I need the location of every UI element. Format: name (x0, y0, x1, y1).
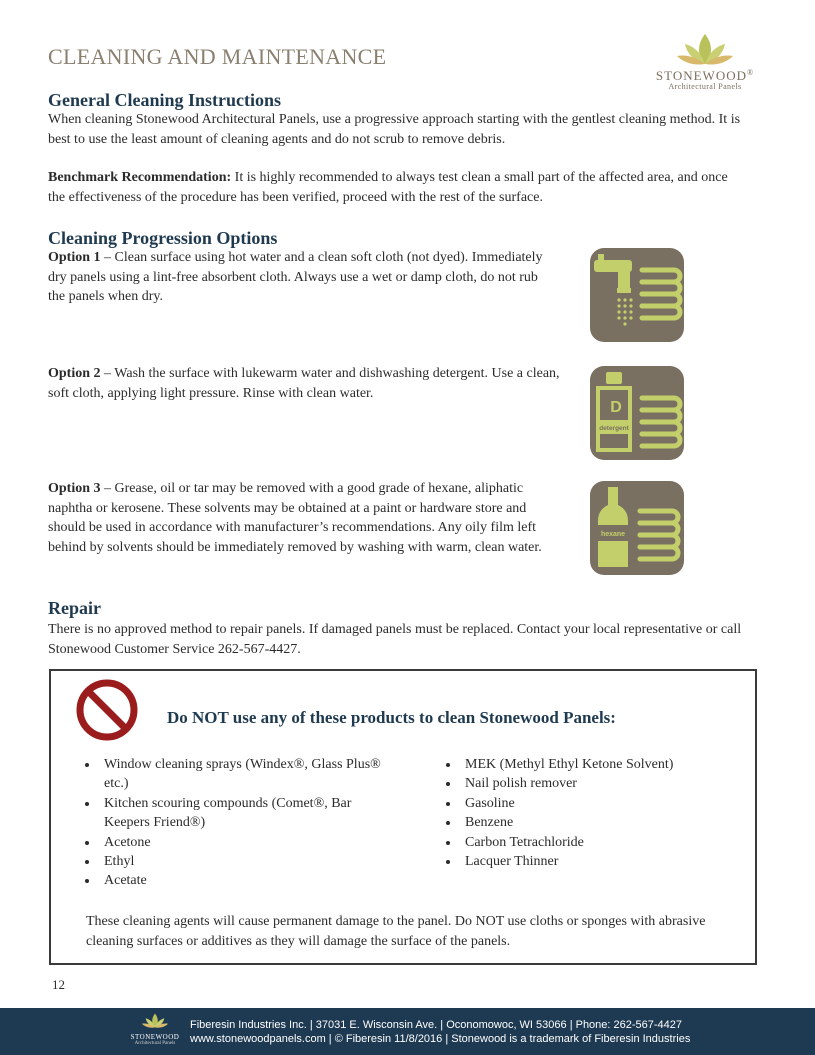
list-item: • Lacquer Thinner (460, 852, 760, 871)
stonewood-logo (640, 32, 770, 102)
logo-trademark: ® (747, 68, 755, 77)
option-1-description: – Clean surface using hot water and a clean soft cloth (not dyed). Immediately dry panels using a lint-free absorbent cloth. Always use a wet or damp cloth, do not rub the panels when dry. (48, 250, 543, 304)
list-item: • Gasoline (460, 794, 760, 813)
option-3-text (48, 479, 553, 557)
footer-logo-name: STONEWOOD (130, 1033, 180, 1041)
hexane-bottle-cloth-icon (590, 481, 684, 575)
option-3-description: – Grease, oil or tar may be removed with a good grade of hexane, aliphatic naphtha or kerosene. These solvents may be obtained at a paint or hardware store and should be used in accordance with manufacturer’s recommendations. Any oily film left behind by solvents should be immediately removed by washing with warm, clean water. (48, 481, 542, 555)
progression-heading: Cleaning Progression Options (48, 228, 278, 248)
footer (0, 1008, 815, 1055)
list-item: • Ethyl (99, 852, 399, 871)
list-item: • MEK (Methyl Ethyl Ketone Solvent) (460, 755, 760, 774)
benchmark-paragraph (48, 168, 748, 207)
list-item: • Nail polish remover (460, 774, 760, 793)
svg-text:D: D (610, 399, 622, 416)
list-item: • Window cleaning sprays (Windex®, Glass Plus® etc.) (99, 755, 399, 794)
repair-heading: Repair (48, 598, 101, 618)
warning-note: These cleaning agents will cause permanent damage to the panel. Do NOT use cloths or sponges with abrasive cleaning surfaces or additives as they will damage the surface of the panels. (86, 914, 706, 949)
prohibited-list-left (78, 755, 399, 891)
prohibited-icon (74, 677, 140, 743)
option-2-text (48, 364, 568, 403)
list-item: • Carbon Tetrachloride (460, 833, 760, 852)
page-number: 12 (52, 977, 65, 992)
list-item: • Kitchen scouring compounds (Comet®, Bar Keepers Friend®) (99, 794, 399, 833)
footer-website: www.stonewoodpanels.com | © Fiberesin 11/8/2016 | Stonewood is a trademark of Fiberesin Industries (190, 1033, 691, 1045)
logo-name: STONEWOOD (655, 68, 747, 83)
detergent-icon-label: detergent (599, 425, 629, 432)
repair-paragraph: There is no approved method to repair panels. If damaged panels must be replaced. Contact your local representative or call Stonewood Customer Service 262-567-4427. (48, 622, 742, 657)
list-item: • Acetate (99, 871, 399, 890)
logo-subtitle: Architectural Panels (668, 82, 742, 91)
lotus-icon (675, 32, 735, 68)
list-item: • Benzene (460, 813, 760, 832)
list-item: • Acetone (99, 833, 399, 852)
option-3-label: Option 3 (48, 481, 101, 496)
option-2-description: – Wash the surface with lukewarm water and dishwashing detergent. Use a clean, soft cloth, applying light pressure. Rinse with clean water. (48, 366, 560, 401)
benchmark-text: It is highly recommended to always test clean a small part of the affected area, and once the effectiveness of the procedure has been verified, proceed with the rest of the surface. (48, 170, 728, 205)
page-title: CLEANING AND MAINTENANCE (48, 44, 387, 69)
warning-title: Do NOT use any of these products to clean Stonewood Panels: (167, 708, 616, 727)
footer-lotus-icon (141, 1012, 169, 1030)
footer-logo (130, 1012, 180, 1052)
footer-address: Fiberesin Industries Inc. | 37031 E. Wisconsin Ave. | Oconomowoc, WI 53066 | Phone: 262-567-4427 (190, 1019, 683, 1031)
detergent-cloth-icon (590, 366, 684, 460)
benchmark-label: Benchmark Recommendation: (48, 170, 232, 185)
hexane-icon-label: hexane (600, 531, 626, 538)
general-paragraph: When cleaning Stonewood Architectural Panels, use a progressive approach starting with the gentlest cleaning method. It is best to use the least amount of cleaning agents and do not scrub to remove debris. (48, 112, 741, 147)
option-1-text (48, 248, 548, 307)
general-heading: General Cleaning Instructions (48, 90, 282, 110)
prohibited-list-right (439, 755, 760, 871)
option-1-label: Option 1 (48, 250, 101, 265)
footer-logo-subtitle: Architectural Panels (134, 1041, 176, 1046)
option-2-label: Option 2 (48, 366, 101, 381)
faucet-cloth-icon (590, 248, 684, 342)
